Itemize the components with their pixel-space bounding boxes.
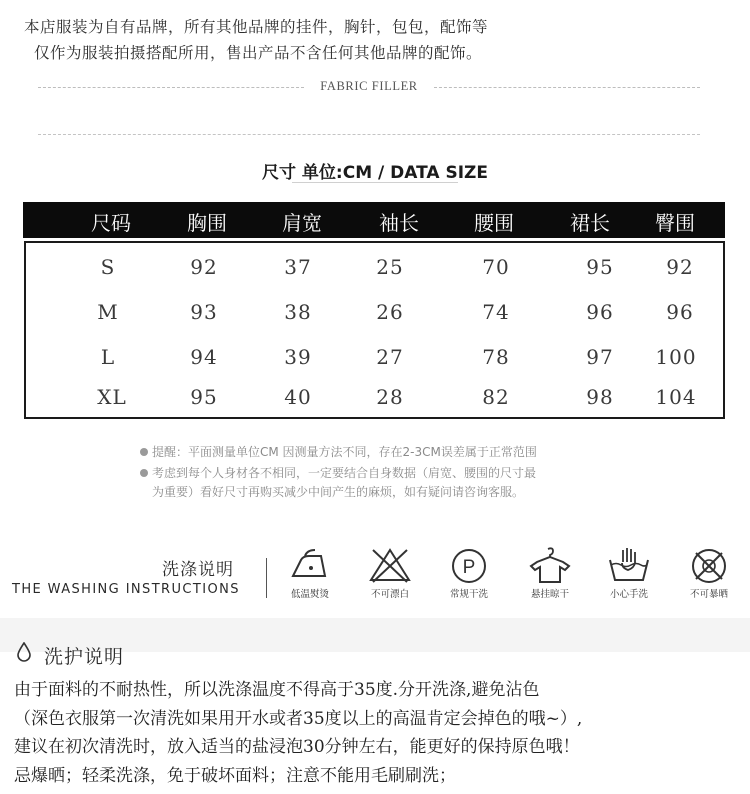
table-cell: 37 [284, 255, 312, 279]
brand-notice [24, 14, 488, 66]
dry-clean-p-icon [446, 546, 492, 584]
no-bleach-icon [367, 546, 413, 584]
notice-line-2: 仅作为服装拍摄搭配所用，售出产品不含任何其他品牌的配饰。 [34, 44, 483, 62]
header-shoulder: 肩宽 [282, 211, 322, 235]
table-cell: 97 [586, 345, 614, 369]
bullet-icon [140, 469, 148, 477]
table-cell: L [100, 345, 116, 369]
table-cell: 96 [586, 300, 614, 324]
table-cell: 26 [376, 300, 404, 324]
care-line: 建议在初次清洗时，放入适当的盐浸泡30分钟左右，能更好的保持原色哦！ [14, 737, 580, 757]
wash-label: 低温熨烫 [290, 589, 329, 600]
care-title: 洗护说明 [44, 646, 125, 668]
table-cell: 27 [376, 345, 404, 369]
tip-text: 考虑到每个人身材各不相同，一定要结合自身数据（肩宽、腰围的尺寸最 [152, 466, 537, 480]
table-cell: 70 [482, 255, 510, 279]
tip-measurement [140, 443, 537, 462]
table-cell: 96 [666, 300, 694, 324]
header-size: 尺码 [91, 211, 131, 235]
wash-item-hang-dry [515, 546, 585, 600]
wash-item-iron [275, 546, 345, 600]
size-table-title: 尺寸 单位:CM / DATA SIZE [262, 163, 488, 183]
hang-dry-icon [527, 546, 573, 584]
care-line: 由于面料的不耐热性，所以洗涤温度不得高于35度.分开洗涤,避免沾色 [14, 680, 540, 700]
notice-line-1: 本店服装为自有品牌，所有其他品牌的挂件，胸针，包包，配饰等 [24, 18, 489, 36]
table-cell: 78 [482, 345, 510, 369]
washing-title-cn: 洗涤说明 [162, 560, 234, 580]
size-table-body [24, 241, 725, 419]
table-cell: 92 [190, 255, 218, 279]
care-line: 忌爆晒；轻柔洗涤，免于破坏面料；注意不能用毛刷刷洗； [14, 765, 456, 786]
tip-text: 为重要）看好尺寸再购买减少中间产生的麻烦，如有疑问请咨询客服。 [152, 485, 525, 499]
table-cell: M [97, 300, 119, 324]
bullet-icon [140, 448, 148, 456]
wash-item-hand-wash [594, 546, 664, 600]
low-temp-iron-icon [287, 546, 333, 584]
table-cell: 40 [284, 385, 312, 409]
title-underline [292, 182, 458, 183]
header-hip: 臀围 [655, 211, 695, 235]
divider-line-right [434, 87, 700, 88]
washing-separator [266, 558, 267, 598]
table-cell: 82 [482, 385, 510, 409]
fabric-filler-divider [38, 78, 700, 96]
water-drop-icon [16, 642, 32, 662]
table-cell: 25 [376, 255, 404, 279]
care-text [14, 676, 744, 790]
table-cell: 28 [376, 385, 404, 409]
table-cell: 92 [666, 255, 694, 279]
wash-label: 小心手洗 [609, 589, 648, 600]
tip-text: 提醒：平面测量单位CM 因测量方法不同，存在2-3CM误差属于正常范围 [152, 445, 537, 459]
wash-label: 不可暴晒 [689, 589, 728, 600]
washing-title-en: THE WASHING INSTRUCTIONS [12, 582, 240, 597]
header-waist: 腰围 [474, 211, 514, 235]
table-cell: 39 [284, 345, 312, 369]
table-cell: XL [97, 385, 127, 409]
table-cell: 95 [586, 255, 614, 279]
table-cell: 98 [586, 385, 614, 409]
no-sun-dry-icon [686, 546, 732, 584]
hand-wash-icon [606, 546, 652, 584]
table-cell: 74 [482, 300, 510, 324]
table-cell: 93 [190, 300, 218, 324]
header-sleeve: 袖长 [379, 211, 419, 235]
wash-label: 不可漂白 [370, 589, 409, 600]
header-skirt-length: 裙长 [570, 211, 610, 235]
section-rule [38, 134, 700, 135]
dry-clean-symbol: P [462, 557, 476, 578]
care-line: （深色衣服第一次清洗如果用开水或者35度以上的高温肯定会掉色的哦~）, [14, 708, 583, 729]
header-bust: 胸围 [187, 211, 227, 235]
table-cell: 38 [284, 300, 312, 324]
table-cell: 104 [655, 385, 697, 409]
table-cell: S [100, 255, 116, 279]
wash-item-dry-clean [434, 546, 504, 600]
table-cell: 95 [190, 385, 218, 409]
wash-label: 悬挂晾干 [530, 589, 569, 600]
wash-item-no-bleach [355, 546, 425, 600]
table-cell: 94 [190, 345, 218, 369]
divider-text: FABRIC FILLER [320, 79, 418, 93]
wash-label: 常规干洗 [449, 589, 488, 600]
size-table-header [23, 202, 725, 238]
wash-item-no-sun [674, 546, 744, 600]
table-cell: 100 [655, 345, 697, 369]
tip-body-size [140, 464, 536, 502]
